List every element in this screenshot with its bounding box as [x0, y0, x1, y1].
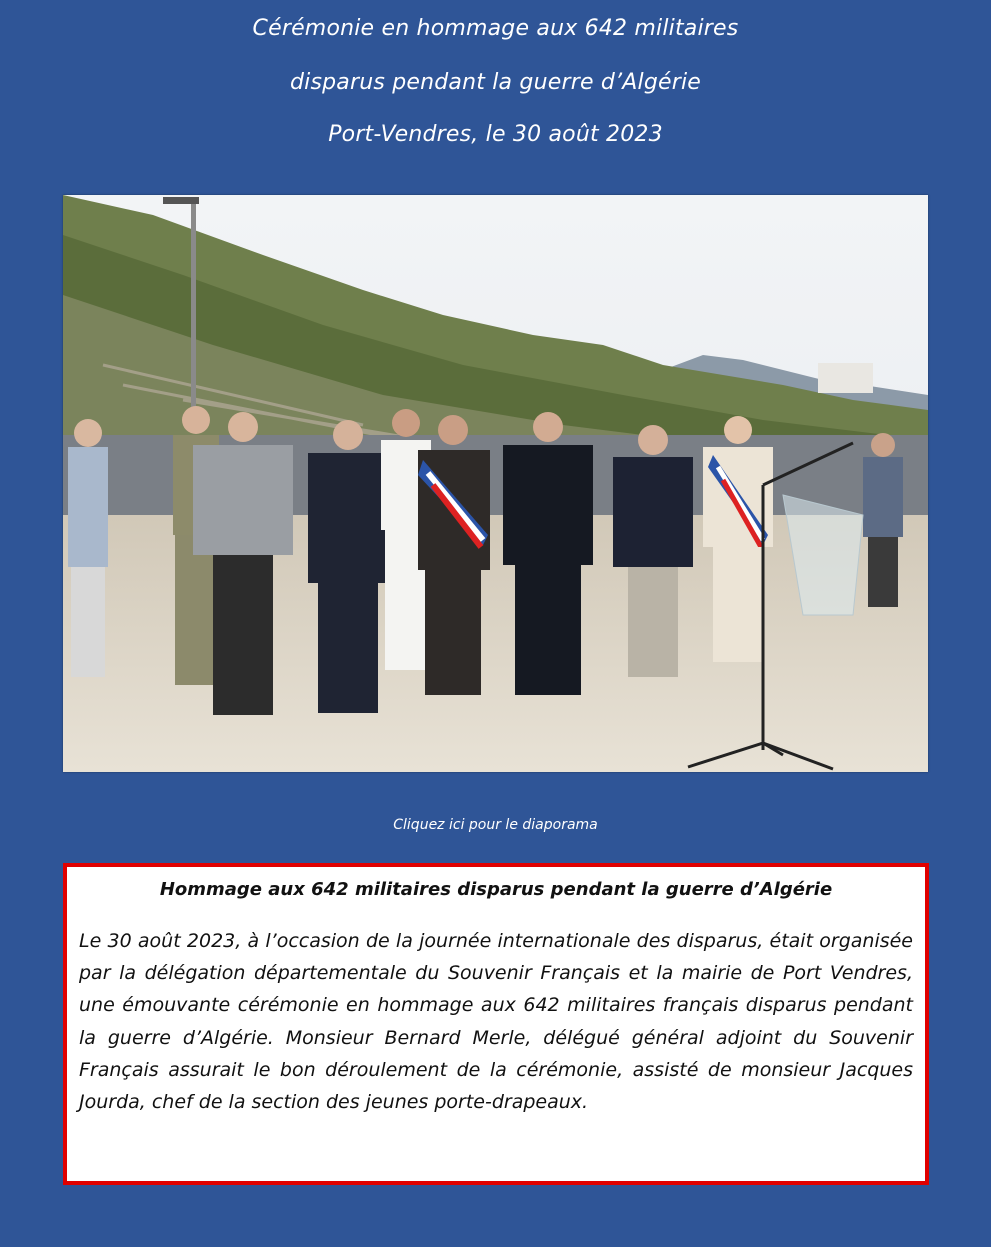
article-box: [63, 863, 929, 1185]
title-line-1: Cérémonie en hommage aux 642 militaires: [252, 16, 739, 41]
ceremony-photo[interactable]: [63, 195, 928, 772]
title-line-2: disparus pendant la guerre d’Algérie: [289, 70, 702, 95]
article-body: Le 30 août 2023, à l’occasion de la journée internationale des disparus, était organisée par la délégation départementale du Souvenir Français et la mairie de Port Vendres, une émouvante cérémonie en hommage aux 642 militaires français disparus pendant la guerre d’Algérie. Monsieur Bernard Merle, délégué général adjoint du Souvenir Français assurait le bon déroulement de la cérémonie, assisté de monsieur Jacques Jourda, chef de la section des jeunes porte-drapeaux.: [79, 930, 913, 1114]
article-heading: Hommage aux 642 militaires disparus pendant la guerre d’Algérie: [159, 879, 833, 900]
title-line-3: Port-Vendres, le 30 août 2023: [328, 122, 663, 147]
slideshow-link[interactable]: Cliquez ici pour le diaporama: [393, 817, 598, 833]
